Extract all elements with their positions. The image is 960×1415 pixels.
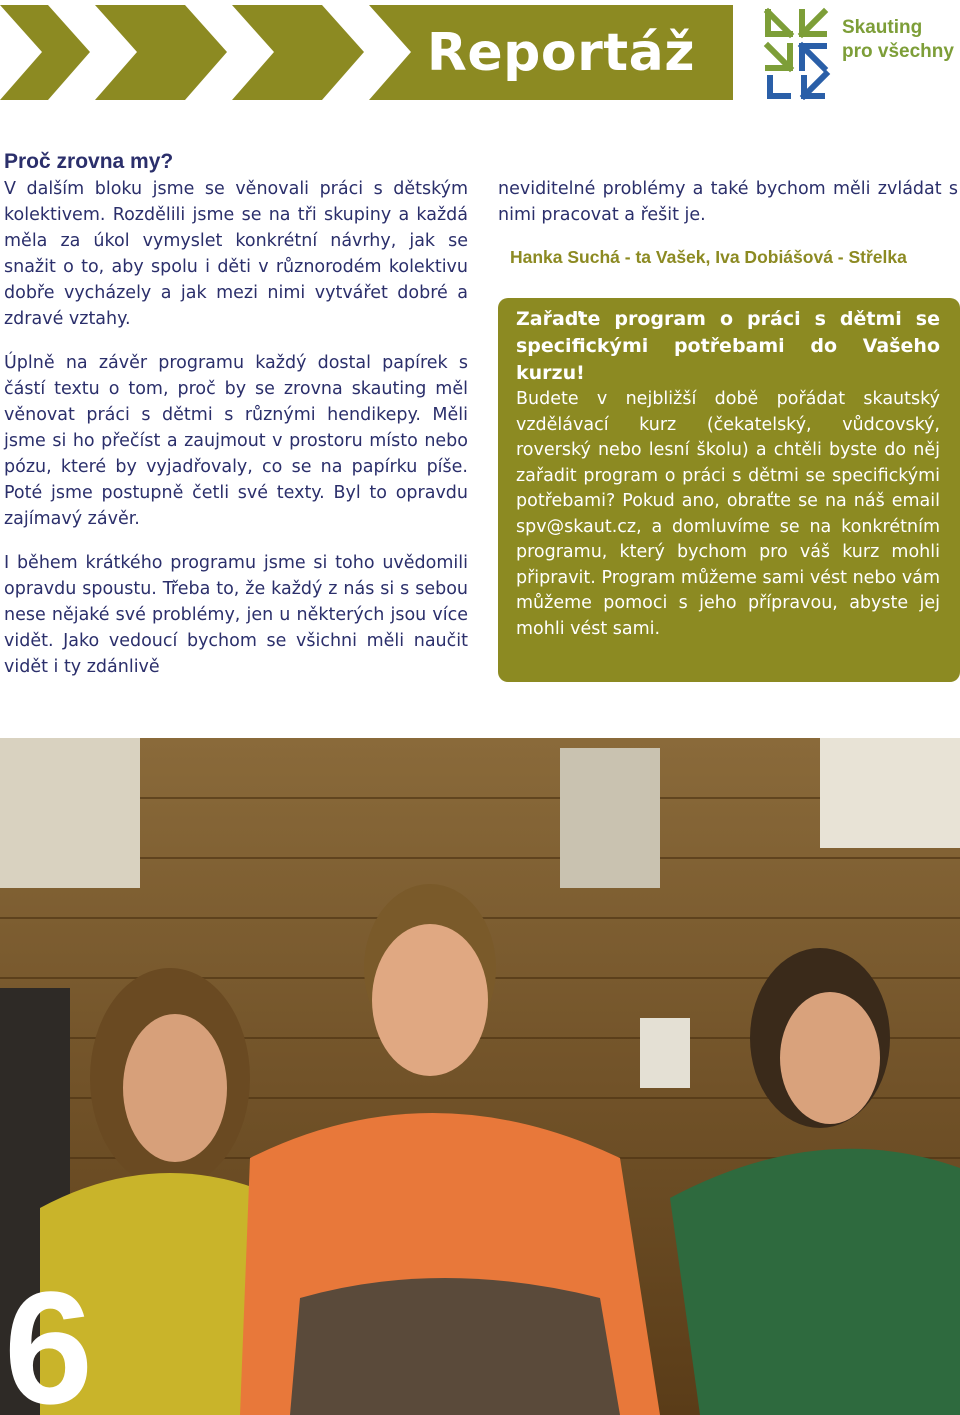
article-paragraph-1: V dalším bloku jsme se věnovali práci s dětským kolektivem. Rozdělili jsme se na tři skupiny a každá měla za úkol vymyslet konkrétní návrhy, jak se snažit o to, aby spolu i děti v různorodém kolektivu dobře vycházely a jak mezi nimi vytvářet dobré a zdravé vztahy. (4, 179, 468, 329)
page-title: Reportáž (426, 23, 695, 83)
right-article-column (498, 176, 958, 228)
page-number: 6 (4, 1258, 89, 1415)
program-callout-box (498, 298, 960, 682)
section-heading: Proč zrovna my? (4, 150, 174, 173)
header-title-box (426, 5, 733, 100)
workshop-photo-illustration (0, 738, 960, 1415)
logo-line-2: pro všechny (842, 41, 954, 62)
callout-heading: Zařaďte program o práci s dětmi se specifickými potřebami do Vašeho kurzu! (516, 308, 940, 384)
article-paragraph-2: Úplně na závěr programu každý dostal papírek s částí textu o tom, proč by se zrovna skauting měl věnovat práci s dětmi s různými hendikepy. Měli jsme si ho přečíst a zaujmout v prostoru místo nebo pózu, které by vyjadřovaly, co se na papírku píše. Poté jsme postupně četli své texty. Byl to opravdu zajímavý závěr. (4, 353, 468, 529)
workshop-photo (0, 738, 960, 1415)
article-paragraph-3: I během krátkého programu jsme si toho uvědomili opravdu spoustu. Třeba to, že každý z nás si s sebou nese nějaké své problémy, jen u některých jsou více vidět. Jako vedoucí bychom se všichni měli naučit vidět i ty zdánlivě (4, 553, 468, 677)
article-continuation: neviditelné problémy a také bychom měli zvládat s nimi pracovat a řešit je. (498, 179, 958, 225)
article-authors: Hanka Suchá - ta Vašek, Iva Dobiášová - Střelka (510, 247, 907, 267)
skauting-logo-text (842, 16, 960, 64)
left-article-column (4, 148, 468, 698)
header-arrows-decoration (0, 0, 455, 100)
logo-line-1: Skauting (842, 17, 923, 38)
callout-body: Budete v nejbližší době pořádat skautský vzdělávací kurz (čekatelský, vůdcovský, roverský nebo lesní školu) a chtěli byste do něj zařadit program o práci s dětmi se specifickými potřebami? Pokud ano, obraťte se na náš email spv@skaut.cz, a domluvíme se na konkrétním programu, který bychom pro váš kurz mohli připravit. Program můžeme sami vést nebo vám můžeme pomoci s jeho přípravou, abyste jej mohli vést sami. (516, 389, 940, 639)
skauting-logo-icon (760, 4, 832, 100)
